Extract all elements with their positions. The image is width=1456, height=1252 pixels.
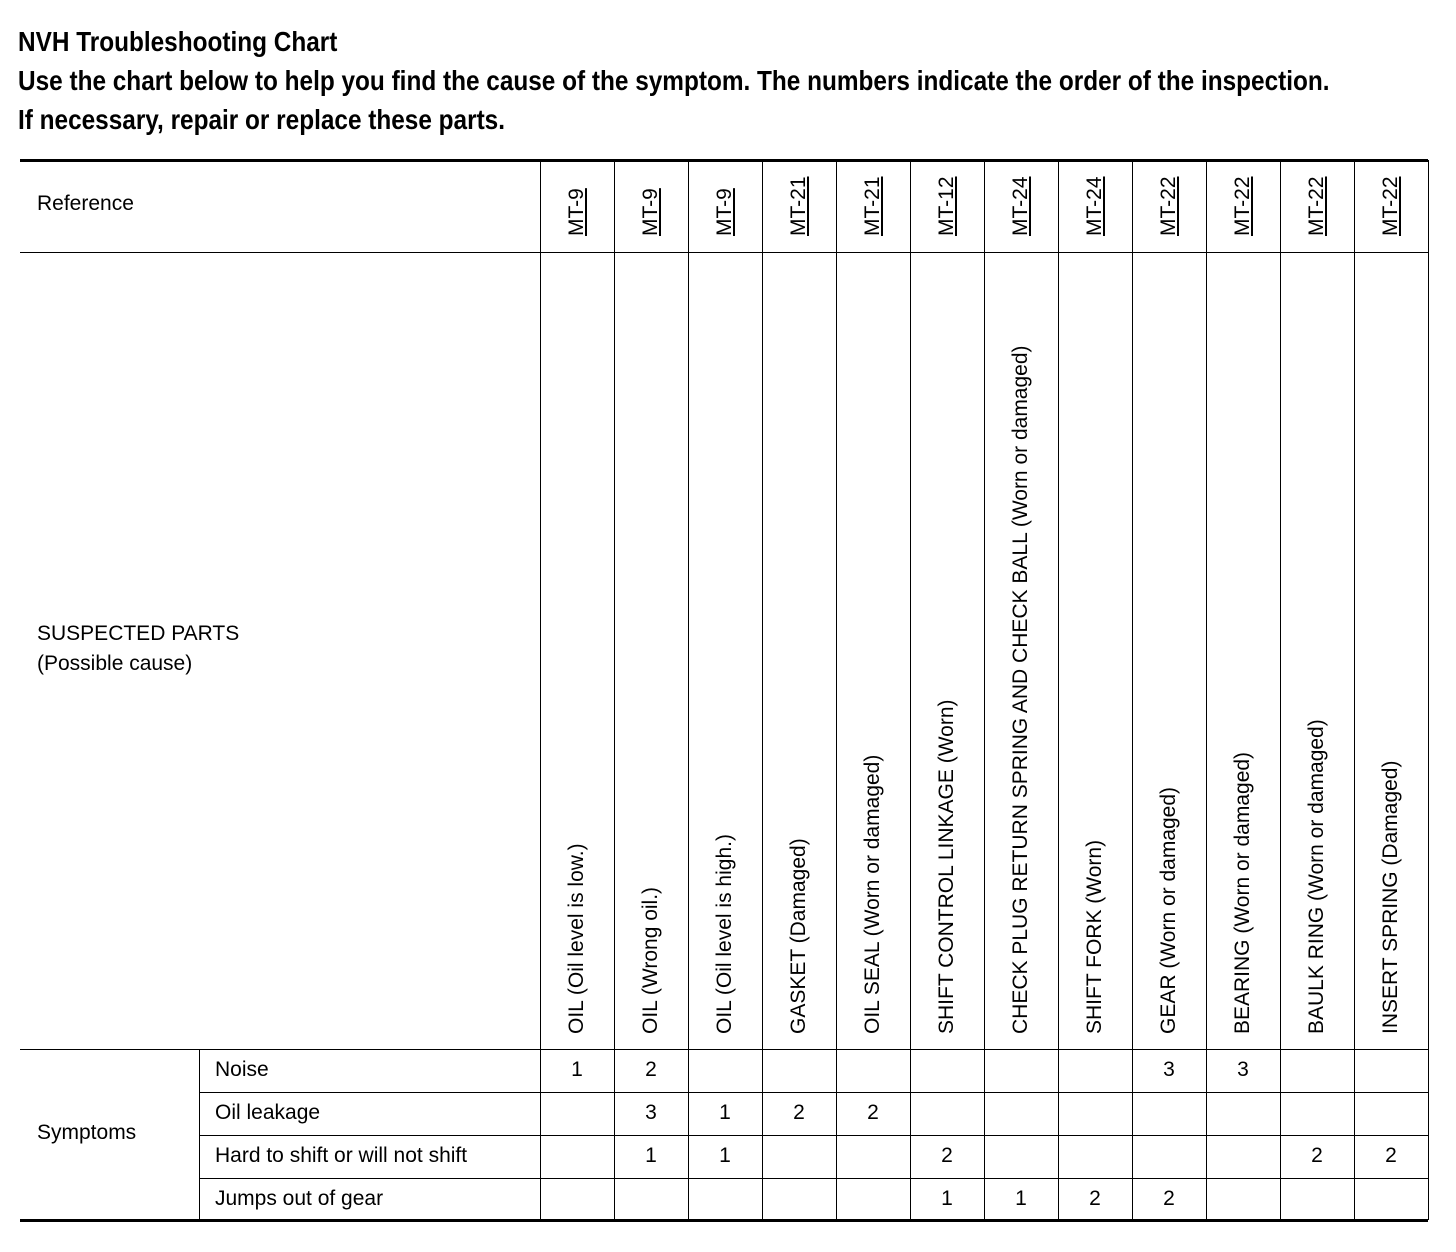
reference-mt-12: MT-12 — [935, 176, 958, 236]
symptoms-label: Symptoms — [37, 1121, 137, 1144]
inspection-order-value: 3 — [645, 1101, 657, 1124]
column-border — [836, 160, 837, 1220]
reference-mt-24: MT-24 — [1009, 176, 1032, 236]
column-border — [1354, 160, 1355, 1220]
reference-mt-22: MT-22 — [1305, 176, 1328, 236]
suspected-part: SHIFT FORK (Worn) — [1083, 839, 1106, 1034]
inspection-order-value: 2 — [1385, 1144, 1397, 1167]
inspection-order-value: 1 — [645, 1144, 657, 1167]
column-border — [1280, 160, 1281, 1220]
inspection-order-value: 2 — [793, 1101, 805, 1124]
inspection-order-value: 1 — [719, 1144, 731, 1167]
suspected-part: INSERT SPRING (Damaged) — [1379, 760, 1402, 1034]
chart-title: NVH Troubleshooting Chart — [18, 26, 338, 57]
table-bottom-border — [20, 1219, 1428, 1222]
reference-mt-24: MT-24 — [1083, 176, 1106, 236]
inspection-order-value: 2 — [1311, 1144, 1323, 1167]
symptom-label-border — [199, 1049, 200, 1220]
reference-mt-22: MT-22 — [1231, 176, 1254, 236]
symptom-label: Noise — [215, 1058, 269, 1081]
suspected-part: CHECK PLUG RETURN SPRING AND CHECK BALL (Worn or damaged) — [1009, 345, 1032, 1034]
inspection-order-value: 2 — [941, 1144, 953, 1167]
symptom-row-border — [199, 1135, 1428, 1136]
column-border — [910, 160, 911, 1220]
reference-mt-21: MT-21 — [861, 176, 884, 236]
possible-cause-label: (Possible cause) — [37, 652, 193, 675]
suspected-part: BAULK RING (Worn or damaged) — [1305, 719, 1328, 1034]
reference-mt-9: MT-9 — [639, 188, 662, 236]
inspection-order-value: 1 — [571, 1058, 583, 1081]
instruction-line-1: Use the chart below to help you find the cause of the symptom. The numbers indicate the order of the inspection. — [18, 65, 1330, 96]
symptom-label: Jumps out of gear — [215, 1187, 384, 1210]
inspection-order-value: 2 — [867, 1101, 879, 1124]
column-border — [1058, 160, 1059, 1220]
suspected-part: BEARING (Worn or damaged) — [1231, 751, 1254, 1034]
symptom-row-border — [199, 1178, 1428, 1179]
column-border — [984, 160, 985, 1220]
instruction-line-2: If necessary, repair or replace these parts. — [18, 104, 506, 135]
reference-mt-21: MT-21 — [787, 176, 810, 236]
column-border — [1428, 160, 1429, 1220]
inspection-order-value: 1 — [719, 1101, 731, 1124]
suspected-part: OIL SEAL (Worn or damaged) — [861, 754, 884, 1034]
inspection-order-value: 1 — [1015, 1187, 1027, 1210]
column-border — [688, 160, 689, 1220]
suspected-part: GASKET (Damaged) — [787, 838, 810, 1034]
table-top-border — [20, 159, 1428, 162]
reference-mt-22: MT-22 — [1379, 176, 1402, 236]
page-heading — [18, 22, 1330, 139]
symptom-label: Hard to shift or will not shift — [215, 1144, 468, 1167]
reference-row-border — [20, 252, 1428, 253]
column-border — [762, 160, 763, 1220]
inspection-order-value: 2 — [1163, 1187, 1175, 1210]
suspected-part: OIL (Wrong oil.) — [639, 886, 662, 1034]
reference-mt-22: MT-22 — [1157, 176, 1180, 236]
symptom-label: Oil leakage — [215, 1101, 321, 1124]
suspected-parts-label: SUSPECTED PARTS — [37, 622, 240, 645]
reference-mt-9: MT-9 — [713, 188, 736, 236]
reference-label: Reference — [37, 192, 134, 215]
inspection-order-value: 2 — [645, 1058, 657, 1081]
inspection-order-value: 2 — [1089, 1187, 1101, 1210]
suspected-part: SHIFT CONTROL LINKAGE (Worn) — [935, 699, 958, 1034]
inspection-order-value: 3 — [1237, 1058, 1249, 1081]
inspection-order-value: 3 — [1163, 1058, 1175, 1081]
reference-mt-9: MT-9 — [565, 188, 588, 236]
suspected-part: GEAR (Worn or damaged) — [1157, 786, 1180, 1034]
suspected-part: OIL (Oil level is low.) — [565, 843, 588, 1034]
suspected-part: OIL (Oil level is high.) — [713, 834, 736, 1034]
inspection-order-value: 1 — [941, 1187, 953, 1210]
